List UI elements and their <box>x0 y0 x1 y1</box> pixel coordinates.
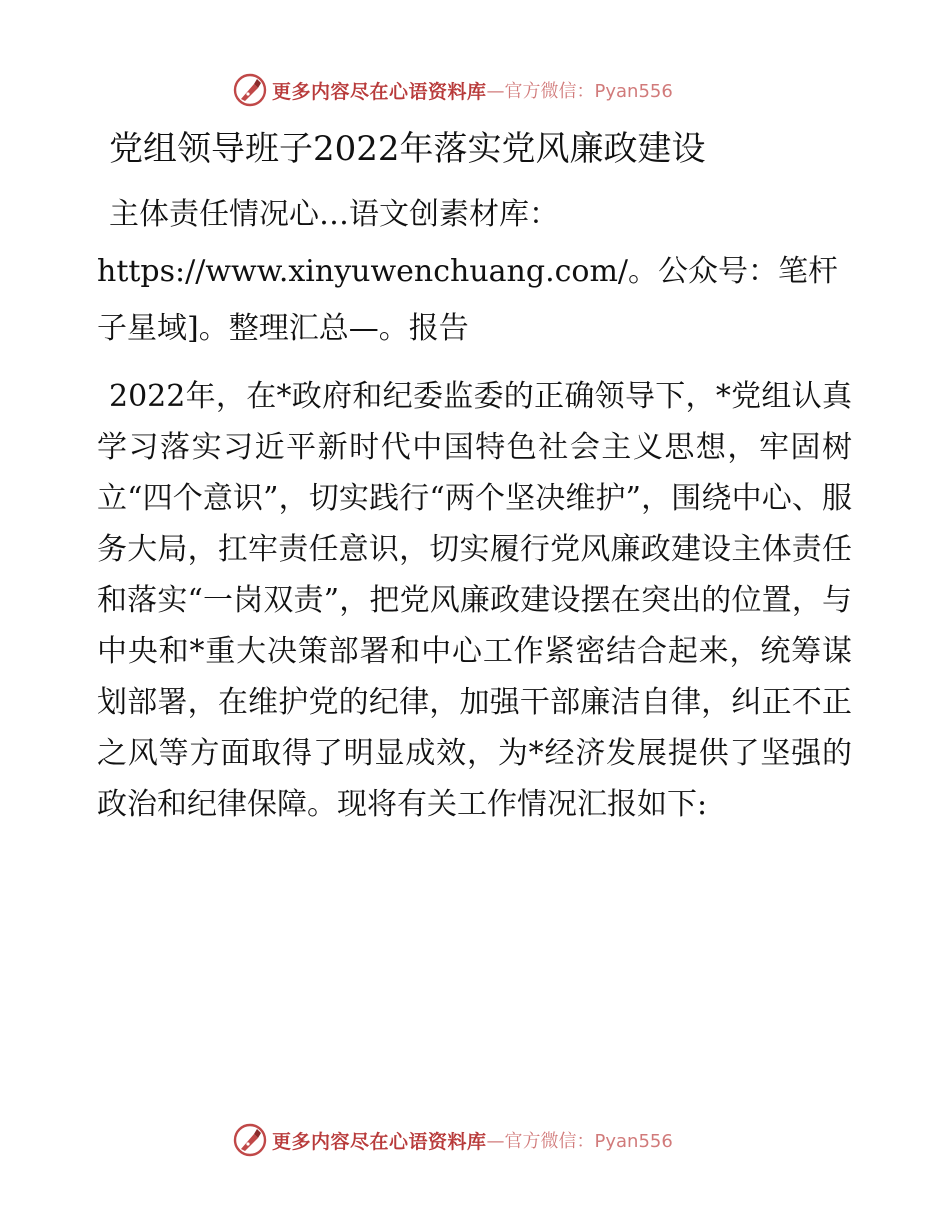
subtitle-text: 主体责任情况心…语文创素材库：https://www.xinyuwenchuang.com/。公众号：笔杆子星域]。整理汇总—。报告 <box>97 197 839 346</box>
paragraph-text: 2022年，在*政府和纪委监委的正确领导下，*党组认真学习落实习近平新时代中国特色社会主义思想，牢固树立“四个意识”，切实践行“两个坚决维护”，围绕中心、服务大局，扛牢责任意识，切实履行党风廉政建设主体责任和落实“一岗双责”，把党风廉政建设摆在突出的位置，与中央和*重大决策部署和中心工作紧密结合起来，统筹谋划部署，在维护党的纪律，加强干部廉洁自律，纠正不正之风等方面取得了明显成效，为*经济发展提供了坚强的政治和纪律保障。现将有关工作情况汇报如下: <box>97 379 852 822</box>
document-subtitle <box>97 186 852 357</box>
footer-banner <box>232 1120 712 1160</box>
banner-slogan: 更多内容尽在心语资料库 <box>272 1130 487 1153</box>
banner-contact: —官方微信：Pyan556 <box>486 1131 673 1152</box>
pen-nib-logo-icon <box>232 72 268 108</box>
pen-nib-logo-icon <box>232 1122 268 1158</box>
document-title: 党组领导班子2022年落实党风廉政建设 <box>109 129 706 169</box>
document-paragraph <box>97 371 852 830</box>
document-body <box>97 124 852 830</box>
banner-slogan: 更多内容尽在心语资料库 <box>272 80 487 103</box>
header-banner <box>232 70 712 110</box>
banner-contact: —官方微信：Pyan556 <box>486 81 673 102</box>
